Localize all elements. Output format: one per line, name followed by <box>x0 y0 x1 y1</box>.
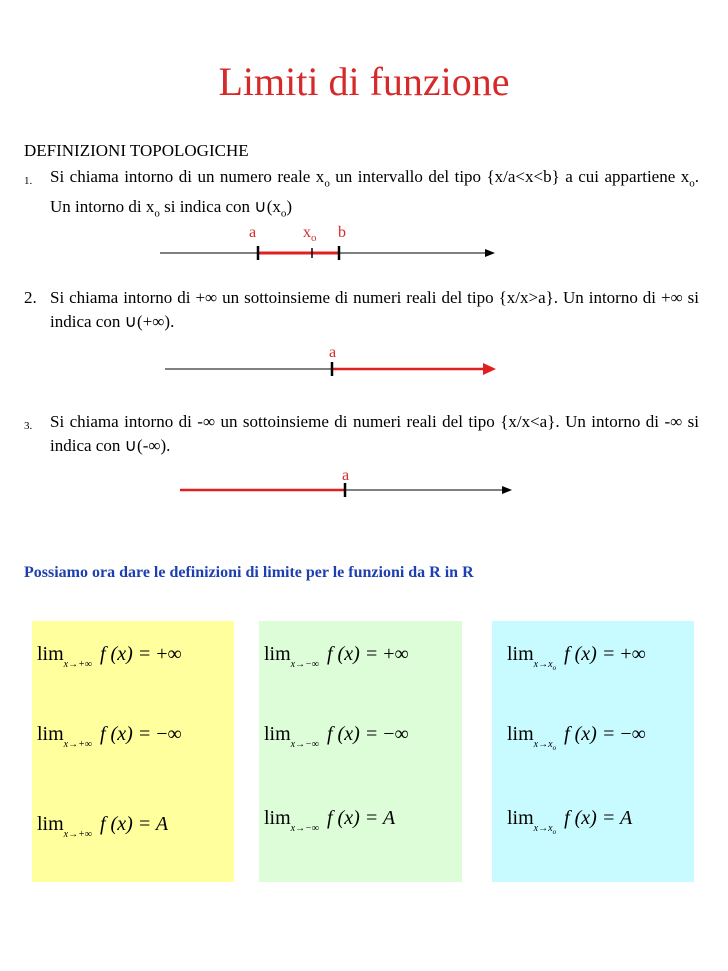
limit-formula: $\lim_{x\to x_o}f$ (x) = A <box>507 807 633 836</box>
limits-panel-minus-infinity <box>259 621 462 882</box>
definition-text: Si chiama intorno di -∞ un sottoinsieme di numeri reali del tipo {x/x<a}. Un intorno di -∞ si indica con ∪(-∞). <box>50 412 699 456</box>
limit-formula: $\lim_{x\to x_o}f$ (x) = +∞ <box>507 643 646 672</box>
label-b: b <box>338 224 346 241</box>
label-a: a <box>342 467 350 484</box>
union-symbol: ∪ <box>254 197 267 218</box>
union-symbol: ∪ <box>124 436 138 456</box>
limit-formula: $\lim_{x\to+\infty} f$ (x) = +∞ <box>37 643 182 670</box>
definition-number: 3. <box>24 420 33 432</box>
limits-panel-finite-point <box>492 621 694 882</box>
definition-text: Si chiama intorno di un numero reale $x_o$ un intervallo del tipo {x/a<x<b} a cui appartiene $x_o$. Un intorno di $x_o$ si indica con $\cup(x_o)$ <box>50 167 699 220</box>
limit-formula: $\lim_{x\to-\infty} f$ (x) = +∞ <box>264 643 409 670</box>
limit-formula: $\lim_{x\to+\infty} f$ (x) = −∞ <box>37 723 182 750</box>
definition-number: 1. <box>24 175 33 187</box>
label-x0: $x_o$ <box>303 224 317 245</box>
definition-number: 2. <box>24 288 37 307</box>
intro-text: Possiamo ora dare le definizioni di limite per le funzioni da R in R <box>24 564 474 581</box>
limits-panel-plus-infinity <box>32 621 234 882</box>
label-a: a <box>329 344 337 361</box>
definition-text: Si chiama intorno di +∞ un sottoinsieme di numeri reali del tipo {x/x>a}. Un intorno di +∞ si indica con ∪(+∞). <box>50 288 699 332</box>
section-heading: DEFINIZIONI TOPOLOGICHE <box>24 141 249 160</box>
limit-formula: $\lim_{x\to x_o}f$ (x) = −∞ <box>507 723 646 752</box>
arrow-head <box>502 486 512 494</box>
limit-formula: $\lim_{x\to+\infty} f$ (x) = A <box>37 813 169 840</box>
page-title: Limiti di funzione <box>218 59 510 104</box>
label-a: a <box>249 224 257 241</box>
union-symbol: ∪ <box>124 312 138 332</box>
limit-formula: $\lim_{x\to-\infty} f$ (x) = A <box>264 807 396 834</box>
limit-formula: $\lim_{x\to-\infty} f$ (x) = −∞ <box>264 723 409 750</box>
